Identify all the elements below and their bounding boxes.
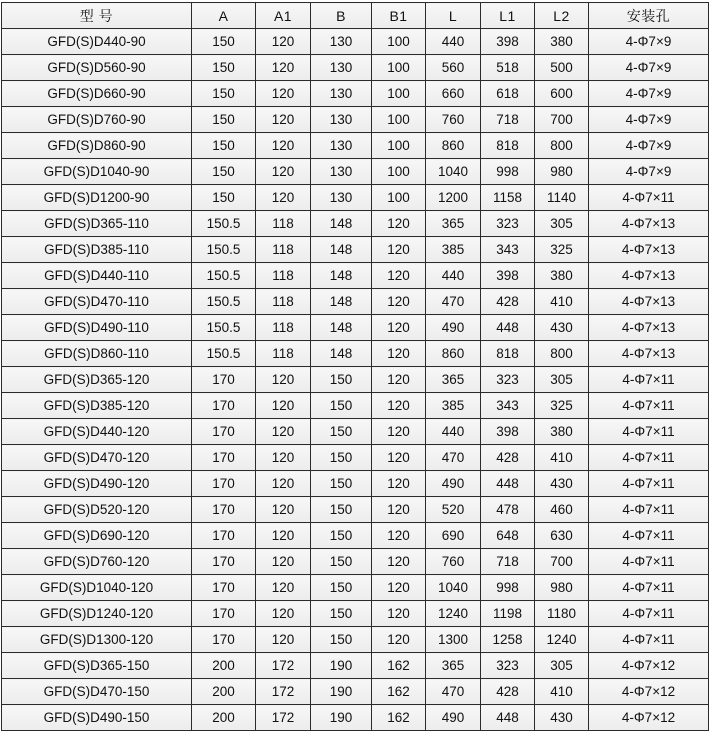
cell-l2: 325	[535, 237, 589, 263]
cell-a1: 118	[256, 341, 311, 367]
cell-l2: 430	[535, 471, 589, 497]
cell-b1: 120	[372, 237, 426, 263]
header-l1: L1	[481, 3, 535, 29]
cell-l2: 600	[535, 81, 589, 107]
cell-a: 150	[192, 133, 256, 159]
cell-a: 150	[192, 185, 256, 211]
cell-a1: 172	[256, 653, 311, 679]
cell-mounting-holes: 4-Φ7×13	[589, 289, 709, 315]
cell-a1: 120	[256, 601, 311, 627]
cell-l1: 343	[481, 393, 535, 419]
cell-a: 150	[192, 29, 256, 55]
table-row	[2, 497, 709, 523]
table-row	[2, 601, 709, 627]
cell-a1: 120	[256, 159, 311, 185]
cell-a: 170	[192, 393, 256, 419]
cell-b1: 100	[372, 29, 426, 55]
cell-mounting-holes: 4-Φ7×12	[589, 679, 709, 705]
cell-model: GFD(S)D440-90	[2, 29, 192, 55]
cell-l2: 410	[535, 679, 589, 705]
cell-a1: 120	[256, 55, 311, 81]
table-row	[2, 29, 709, 55]
cell-model: GFD(S)D470-150	[2, 679, 192, 705]
cell-l: 385	[426, 393, 481, 419]
cell-l1: 998	[481, 575, 535, 601]
cell-l2: 1140	[535, 185, 589, 211]
cell-a: 150.5	[192, 263, 256, 289]
cell-b: 130	[311, 55, 372, 81]
cell-mounting-holes: 4-Φ7×9	[589, 81, 709, 107]
cell-l2: 380	[535, 419, 589, 445]
cell-l: 1040	[426, 575, 481, 601]
cell-l2: 430	[535, 315, 589, 341]
cell-l2: 430	[535, 705, 589, 731]
cell-b: 150	[311, 419, 372, 445]
cell-a1: 120	[256, 445, 311, 471]
cell-l2: 700	[535, 107, 589, 133]
cell-b1: 120	[372, 393, 426, 419]
cell-l: 365	[426, 211, 481, 237]
cell-model: GFD(S)D365-120	[2, 367, 192, 393]
cell-model: GFD(S)D490-120	[2, 471, 192, 497]
cell-model: GFD(S)D385-120	[2, 393, 192, 419]
cell-l2: 1180	[535, 601, 589, 627]
cell-b: 130	[311, 185, 372, 211]
cell-a: 170	[192, 445, 256, 471]
cell-l: 1240	[426, 601, 481, 627]
table-header-row	[2, 3, 709, 29]
cell-b1: 100	[372, 107, 426, 133]
table-row	[2, 367, 709, 393]
cell-a: 200	[192, 653, 256, 679]
table-row	[2, 185, 709, 211]
cell-b: 130	[311, 29, 372, 55]
cell-a1: 120	[256, 393, 311, 419]
cell-l1: 1198	[481, 601, 535, 627]
cell-b: 190	[311, 653, 372, 679]
header-b: B	[311, 3, 372, 29]
cell-l: 470	[426, 445, 481, 471]
table-row	[2, 445, 709, 471]
cell-a: 170	[192, 367, 256, 393]
cell-l: 760	[426, 549, 481, 575]
cell-l2: 700	[535, 549, 589, 575]
cell-model: GFD(S)D440-120	[2, 419, 192, 445]
cell-a1: 120	[256, 627, 311, 653]
cell-mounting-holes: 4-Φ7×13	[589, 211, 709, 237]
cell-b1: 162	[372, 653, 426, 679]
cell-a: 150.5	[192, 315, 256, 341]
cell-b1: 100	[372, 55, 426, 81]
cell-b1: 120	[372, 549, 426, 575]
cell-a1: 118	[256, 211, 311, 237]
header-b1: B1	[372, 3, 426, 29]
cell-mounting-holes: 4-Φ7×11	[589, 419, 709, 445]
cell-mounting-holes: 4-Φ7×12	[589, 653, 709, 679]
cell-l2: 980	[535, 575, 589, 601]
table-row	[2, 159, 709, 185]
table-row	[2, 289, 709, 315]
cell-l1: 323	[481, 367, 535, 393]
cell-model: GFD(S)D860-90	[2, 133, 192, 159]
cell-b: 150	[311, 497, 372, 523]
table-row	[2, 341, 709, 367]
header-a: A	[192, 3, 256, 29]
cell-mounting-holes: 4-Φ7×13	[589, 237, 709, 263]
cell-mounting-holes: 4-Φ7×11	[589, 367, 709, 393]
cell-model: GFD(S)D365-150	[2, 653, 192, 679]
table-row	[2, 211, 709, 237]
cell-l2: 500	[535, 55, 589, 81]
cell-b1: 120	[372, 263, 426, 289]
spec-table	[1, 2, 709, 731]
cell-model: GFD(S)D1040-90	[2, 159, 192, 185]
cell-l1: 398	[481, 263, 535, 289]
cell-l: 1200	[426, 185, 481, 211]
cell-a1: 118	[256, 263, 311, 289]
cell-l: 660	[426, 81, 481, 107]
cell-a1: 172	[256, 705, 311, 731]
cell-mounting-holes: 4-Φ7×13	[589, 315, 709, 341]
cell-a1: 120	[256, 497, 311, 523]
cell-l: 760	[426, 107, 481, 133]
cell-a: 150	[192, 81, 256, 107]
cell-mounting-holes: 4-Φ7×11	[589, 445, 709, 471]
cell-mounting-holes: 4-Φ7×11	[589, 575, 709, 601]
table-row	[2, 419, 709, 445]
cell-l: 365	[426, 367, 481, 393]
cell-a1: 120	[256, 471, 311, 497]
cell-l1: 718	[481, 107, 535, 133]
cell-b1: 120	[372, 575, 426, 601]
table-row	[2, 679, 709, 705]
cell-b: 148	[311, 263, 372, 289]
cell-model: GFD(S)D385-110	[2, 237, 192, 263]
cell-l: 520	[426, 497, 481, 523]
table-row	[2, 653, 709, 679]
cell-a1: 120	[256, 81, 311, 107]
cell-model: GFD(S)D1200-90	[2, 185, 192, 211]
cell-a: 170	[192, 627, 256, 653]
cell-l: 490	[426, 705, 481, 731]
table-row	[2, 471, 709, 497]
cell-b1: 100	[372, 81, 426, 107]
cell-b: 150	[311, 523, 372, 549]
cell-mounting-holes: 4-Φ7×11	[589, 601, 709, 627]
cell-mounting-holes: 4-Φ7×13	[589, 263, 709, 289]
cell-l: 440	[426, 29, 481, 55]
cell-a1: 118	[256, 237, 311, 263]
header-l2: L2	[535, 3, 589, 29]
cell-mounting-holes: 4-Φ7×9	[589, 107, 709, 133]
cell-l1: 518	[481, 55, 535, 81]
cell-model: GFD(S)D860-110	[2, 341, 192, 367]
cell-l1: 998	[481, 159, 535, 185]
header-model: 型 号	[2, 3, 192, 29]
cell-a: 150.5	[192, 289, 256, 315]
cell-mounting-holes: 4-Φ7×11	[589, 393, 709, 419]
cell-l1: 343	[481, 237, 535, 263]
cell-l: 440	[426, 419, 481, 445]
header-a1: A1	[256, 3, 311, 29]
cell-b: 148	[311, 289, 372, 315]
cell-mounting-holes: 4-Φ7×9	[589, 133, 709, 159]
cell-l1: 648	[481, 523, 535, 549]
table-row	[2, 263, 709, 289]
cell-l1: 448	[481, 705, 535, 731]
cell-b1: 100	[372, 185, 426, 211]
cell-a1: 120	[256, 575, 311, 601]
cell-mounting-holes: 4-Φ7×13	[589, 341, 709, 367]
cell-a1: 118	[256, 315, 311, 341]
cell-b: 130	[311, 81, 372, 107]
table-row	[2, 549, 709, 575]
cell-l: 490	[426, 315, 481, 341]
cell-model: GFD(S)D490-110	[2, 315, 192, 341]
cell-l1: 398	[481, 419, 535, 445]
cell-a: 170	[192, 575, 256, 601]
cell-b1: 120	[372, 601, 426, 627]
cell-a: 150.5	[192, 211, 256, 237]
cell-l2: 800	[535, 341, 589, 367]
cell-a: 150.5	[192, 237, 256, 263]
cell-model: GFD(S)D470-120	[2, 445, 192, 471]
cell-l: 470	[426, 289, 481, 315]
cell-b: 150	[311, 549, 372, 575]
cell-l2: 980	[535, 159, 589, 185]
cell-b: 190	[311, 679, 372, 705]
cell-model: GFD(S)D690-120	[2, 523, 192, 549]
cell-b1: 120	[372, 497, 426, 523]
cell-l: 860	[426, 341, 481, 367]
cell-a1: 118	[256, 289, 311, 315]
cell-l: 1040	[426, 159, 481, 185]
cell-b1: 120	[372, 627, 426, 653]
cell-model: GFD(S)D660-90	[2, 81, 192, 107]
cell-b1: 100	[372, 133, 426, 159]
table-row	[2, 107, 709, 133]
cell-a1: 120	[256, 419, 311, 445]
cell-a: 170	[192, 497, 256, 523]
cell-l1: 398	[481, 29, 535, 55]
cell-l1: 818	[481, 341, 535, 367]
cell-b1: 120	[372, 419, 426, 445]
cell-model: GFD(S)D1300-120	[2, 627, 192, 653]
cell-l1: 448	[481, 471, 535, 497]
cell-l: 690	[426, 523, 481, 549]
cell-l1: 448	[481, 315, 535, 341]
cell-model: GFD(S)D440-110	[2, 263, 192, 289]
table-row	[2, 315, 709, 341]
cell-b: 150	[311, 445, 372, 471]
cell-l: 860	[426, 133, 481, 159]
table-row	[2, 55, 709, 81]
cell-mounting-holes: 4-Φ7×11	[589, 549, 709, 575]
table-row	[2, 705, 709, 731]
cell-mounting-holes: 4-Φ7×9	[589, 29, 709, 55]
cell-b1: 162	[372, 705, 426, 731]
cell-b: 130	[311, 159, 372, 185]
table-row	[2, 523, 709, 549]
cell-l1: 428	[481, 289, 535, 315]
cell-b: 130	[311, 133, 372, 159]
cell-l1: 428	[481, 445, 535, 471]
cell-a1: 120	[256, 549, 311, 575]
cell-model: GFD(S)D1240-120	[2, 601, 192, 627]
cell-b1: 120	[372, 289, 426, 315]
cell-b: 150	[311, 627, 372, 653]
cell-mounting-holes: 4-Φ7×12	[589, 705, 709, 731]
cell-model: GFD(S)D490-150	[2, 705, 192, 731]
table-row	[2, 575, 709, 601]
cell-a: 150.5	[192, 341, 256, 367]
cell-b1: 100	[372, 159, 426, 185]
cell-a: 170	[192, 601, 256, 627]
cell-a: 200	[192, 679, 256, 705]
cell-b1: 120	[372, 315, 426, 341]
cell-l2: 305	[535, 211, 589, 237]
table-body	[2, 29, 709, 731]
cell-a: 150	[192, 55, 256, 81]
cell-b: 150	[311, 471, 372, 497]
cell-mounting-holes: 4-Φ7×11	[589, 471, 709, 497]
cell-b1: 120	[372, 211, 426, 237]
cell-l2: 800	[535, 133, 589, 159]
cell-model: GFD(S)D1040-120	[2, 575, 192, 601]
cell-l1: 818	[481, 133, 535, 159]
cell-a1: 120	[256, 523, 311, 549]
cell-l: 440	[426, 263, 481, 289]
cell-b: 148	[311, 341, 372, 367]
cell-l2: 410	[535, 289, 589, 315]
cell-a1: 120	[256, 133, 311, 159]
cell-model: GFD(S)D470-110	[2, 289, 192, 315]
cell-b: 148	[311, 211, 372, 237]
header-mounting-holes: 安装孔	[589, 3, 709, 29]
cell-l: 490	[426, 471, 481, 497]
cell-l2: 305	[535, 367, 589, 393]
cell-l1: 1258	[481, 627, 535, 653]
cell-l1: 428	[481, 679, 535, 705]
table-row	[2, 627, 709, 653]
table-row	[2, 133, 709, 159]
cell-b: 150	[311, 575, 372, 601]
cell-b: 148	[311, 237, 372, 263]
cell-a: 150	[192, 107, 256, 133]
cell-model: GFD(S)D365-110	[2, 211, 192, 237]
cell-b1: 120	[372, 471, 426, 497]
cell-b: 148	[311, 315, 372, 341]
cell-model: GFD(S)D520-120	[2, 497, 192, 523]
cell-a1: 120	[256, 29, 311, 55]
cell-b: 130	[311, 107, 372, 133]
cell-mounting-holes: 4-Φ7×11	[589, 627, 709, 653]
table-row	[2, 81, 709, 107]
cell-l1: 478	[481, 497, 535, 523]
cell-l1: 323	[481, 211, 535, 237]
header-l: L	[426, 3, 481, 29]
cell-b1: 162	[372, 679, 426, 705]
cell-l2: 305	[535, 653, 589, 679]
cell-l: 470	[426, 679, 481, 705]
cell-a: 200	[192, 705, 256, 731]
cell-l1: 1158	[481, 185, 535, 211]
cell-mounting-holes: 4-Φ7×11	[589, 185, 709, 211]
cell-mounting-holes: 4-Φ7×11	[589, 523, 709, 549]
cell-model: GFD(S)D760-90	[2, 107, 192, 133]
cell-l1: 618	[481, 81, 535, 107]
cell-l: 1300	[426, 627, 481, 653]
cell-l1: 323	[481, 653, 535, 679]
cell-a1: 120	[256, 185, 311, 211]
cell-l2: 630	[535, 523, 589, 549]
cell-b1: 120	[372, 341, 426, 367]
cell-model: GFD(S)D560-90	[2, 55, 192, 81]
cell-b: 190	[311, 705, 372, 731]
cell-l2: 410	[535, 445, 589, 471]
cell-l: 365	[426, 653, 481, 679]
cell-l: 560	[426, 55, 481, 81]
cell-mounting-holes: 4-Φ7×9	[589, 55, 709, 81]
cell-a: 170	[192, 419, 256, 445]
table-row	[2, 237, 709, 263]
cell-l2: 380	[535, 263, 589, 289]
cell-a: 170	[192, 471, 256, 497]
cell-l1: 718	[481, 549, 535, 575]
cell-a1: 120	[256, 107, 311, 133]
cell-b: 150	[311, 393, 372, 419]
cell-mounting-holes: 4-Φ7×9	[589, 159, 709, 185]
cell-b1: 120	[372, 445, 426, 471]
cell-l2: 460	[535, 497, 589, 523]
cell-a: 150	[192, 159, 256, 185]
cell-l2: 1240	[535, 627, 589, 653]
cell-b: 150	[311, 367, 372, 393]
table-row	[2, 393, 709, 419]
cell-b1: 120	[372, 367, 426, 393]
cell-l2: 380	[535, 29, 589, 55]
cell-a: 170	[192, 549, 256, 575]
cell-mounting-holes: 4-Φ7×11	[589, 497, 709, 523]
cell-a1: 120	[256, 367, 311, 393]
cell-b1: 120	[372, 523, 426, 549]
cell-a1: 172	[256, 679, 311, 705]
cell-a: 170	[192, 523, 256, 549]
cell-model: GFD(S)D760-120	[2, 549, 192, 575]
cell-b: 150	[311, 601, 372, 627]
cell-l: 385	[426, 237, 481, 263]
cell-l2: 325	[535, 393, 589, 419]
